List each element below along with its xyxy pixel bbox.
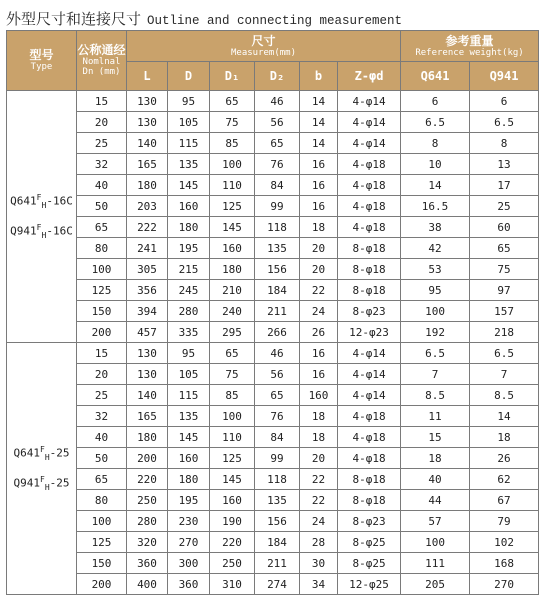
model-tail: -16C <box>46 224 73 238</box>
cell-D2: 184 <box>255 532 300 553</box>
col-header-D: D <box>168 62 210 91</box>
model-cell <box>7 343 77 595</box>
dn-header-en2: Dn (mm) <box>82 67 121 77</box>
cell-L: 165 <box>127 154 168 175</box>
cell-dn: 40 <box>77 175 127 196</box>
cell-D1: 240 <box>210 301 255 322</box>
cell-b: 22 <box>300 469 338 490</box>
cell-b: 16 <box>300 343 338 364</box>
header-row-1 <box>7 31 539 62</box>
cell-D1: 65 <box>210 343 255 364</box>
cell-q641: 6.5 <box>401 343 470 364</box>
cell-D: 245 <box>168 280 210 301</box>
cell-q641: 11 <box>401 406 470 427</box>
cell-dn: 25 <box>77 133 127 154</box>
table-row <box>7 427 539 448</box>
cell-D2: 56 <box>255 112 300 133</box>
cell-b: 18 <box>300 217 338 238</box>
cell-q941: 270 <box>470 574 539 595</box>
cell-q641: 111 <box>401 553 470 574</box>
cell-dn: 80 <box>77 490 127 511</box>
col-header-L: L <box>127 62 168 91</box>
cell-dn: 100 <box>77 511 127 532</box>
cell-D2: 76 <box>255 406 300 427</box>
cell-D2: 84 <box>255 175 300 196</box>
cell-D2: 266 <box>255 322 300 343</box>
cell-b: 14 <box>300 112 338 133</box>
dn-header-en1: Nomlnal <box>82 57 121 67</box>
cell-b: 16 <box>300 364 338 385</box>
cell-D: 160 <box>168 448 210 469</box>
cell-L: 130 <box>127 364 168 385</box>
cell-dn: 50 <box>77 196 127 217</box>
cell-D1: 85 <box>210 133 255 154</box>
cell-D2: 84 <box>255 427 300 448</box>
cell-D: 135 <box>168 154 210 175</box>
cell-D2: 211 <box>255 301 300 322</box>
table-row <box>7 490 539 511</box>
model-base: Q641 <box>10 194 37 208</box>
cell-zd: 8-φ18 <box>338 490 401 511</box>
cell-b: 22 <box>300 280 338 301</box>
table-row <box>7 196 539 217</box>
cell-D: 195 <box>168 238 210 259</box>
cell-zd: 4-φ14 <box>338 112 401 133</box>
cell-D: 160 <box>168 196 210 217</box>
title-cn: 外型尺寸和连接尺寸 <box>6 10 142 28</box>
model-base: Q941 <box>10 224 37 238</box>
cell-D: 300 <box>168 553 210 574</box>
cell-dn: 40 <box>77 427 127 448</box>
cell-dn: 50 <box>77 448 127 469</box>
cell-L: 222 <box>127 217 168 238</box>
cell-D1: 75 <box>210 364 255 385</box>
cell-zd: 4-φ18 <box>338 217 401 238</box>
model-tail: -16C <box>46 194 73 208</box>
cell-dn: 25 <box>77 385 127 406</box>
cell-D: 115 <box>168 133 210 154</box>
cell-D1: 220 <box>210 532 255 553</box>
cell-q941: 6.5 <box>470 112 539 133</box>
cell-q941: 97 <box>470 280 539 301</box>
cell-L: 250 <box>127 490 168 511</box>
cell-b: 28 <box>300 532 338 553</box>
cell-q941: 6.5 <box>470 343 539 364</box>
cell-q641: 95 <box>401 280 470 301</box>
model-sub: H <box>41 230 47 240</box>
cell-q941: 18 <box>470 427 539 448</box>
cell-L: 360 <box>127 553 168 574</box>
cell-q641: 10 <box>401 154 470 175</box>
cell-L: 165 <box>127 406 168 427</box>
cell-zd: 12-φ25 <box>338 574 401 595</box>
cell-q941: 8.5 <box>470 385 539 406</box>
model-sup: F <box>39 444 45 454</box>
cell-D1: 65 <box>210 91 255 112</box>
cell-zd: 4-φ14 <box>338 364 401 385</box>
cell-dn: 15 <box>77 91 127 112</box>
cell-D1: 125 <box>210 196 255 217</box>
cell-b: 16 <box>300 196 338 217</box>
cell-b: 160 <box>300 385 338 406</box>
cell-zd: 4-φ18 <box>338 448 401 469</box>
cell-L: 305 <box>127 259 168 280</box>
cell-dn: 65 <box>77 217 127 238</box>
cell-zd: 12-φ23 <box>338 322 401 343</box>
model-tail: -25 <box>49 446 70 460</box>
cell-q641: 205 <box>401 574 470 595</box>
cell-L: 130 <box>127 343 168 364</box>
cell-q641: 44 <box>401 490 470 511</box>
cell-D1: 210 <box>210 280 255 301</box>
cell-D2: 118 <box>255 217 300 238</box>
cell-dn: 20 <box>77 112 127 133</box>
cell-dn: 32 <box>77 406 127 427</box>
table-row <box>7 133 539 154</box>
table-row <box>7 154 539 175</box>
cell-zd: 4-φ14 <box>338 343 401 364</box>
cell-q641: 16.5 <box>401 196 470 217</box>
cell-dn: 200 <box>77 574 127 595</box>
model-name <box>7 217 76 247</box>
cell-q641: 6.5 <box>401 112 470 133</box>
cell-q941: 102 <box>470 532 539 553</box>
dims-header-cn: 尺寸 <box>251 33 276 48</box>
cell-q941: 26 <box>470 448 539 469</box>
table-row <box>7 469 539 490</box>
cell-D: 280 <box>168 301 210 322</box>
type-header-cn: 型号 <box>29 48 54 62</box>
dn-header <box>77 31 127 91</box>
model-sub: H <box>41 200 47 210</box>
cell-D1: 145 <box>210 217 255 238</box>
cell-q941: 6 <box>470 91 539 112</box>
cell-dn: 200 <box>77 322 127 343</box>
cell-q641: 100 <box>401 532 470 553</box>
table-body <box>7 91 539 595</box>
cell-D: 135 <box>168 406 210 427</box>
cell-L: 400 <box>127 574 168 595</box>
table-row <box>7 364 539 385</box>
model-cell <box>7 91 77 343</box>
cell-q941: 17 <box>470 175 539 196</box>
cell-L: 180 <box>127 427 168 448</box>
table-row <box>7 385 539 406</box>
cell-D2: 56 <box>255 364 300 385</box>
model-base: Q641 <box>13 446 40 460</box>
cell-L: 220 <box>127 469 168 490</box>
cell-q941: 75 <box>470 259 539 280</box>
table-row <box>7 238 539 259</box>
cell-D: 180 <box>168 217 210 238</box>
cell-D: 335 <box>168 322 210 343</box>
cell-dn: 20 <box>77 364 127 385</box>
dims-header <box>127 31 401 62</box>
cell-b: 34 <box>300 574 338 595</box>
cell-zd: 4-φ18 <box>338 406 401 427</box>
cell-D2: 211 <box>255 553 300 574</box>
cell-D1: 85 <box>210 385 255 406</box>
cell-b: 14 <box>300 133 338 154</box>
table-row <box>7 511 539 532</box>
table-row <box>7 406 539 427</box>
cell-b: 16 <box>300 154 338 175</box>
cell-q641: 57 <box>401 511 470 532</box>
model-sub: H <box>44 452 50 462</box>
table-row <box>7 280 539 301</box>
col-header-D2: D₂ <box>255 62 300 91</box>
cell-L: 241 <box>127 238 168 259</box>
cell-L: 320 <box>127 532 168 553</box>
cell-zd: 4-φ18 <box>338 196 401 217</box>
cell-D1: 295 <box>210 322 255 343</box>
cell-q641: 53 <box>401 259 470 280</box>
cell-D2: 46 <box>255 91 300 112</box>
cell-L: 280 <box>127 511 168 532</box>
cell-D: 270 <box>168 532 210 553</box>
cell-L: 203 <box>127 196 168 217</box>
cell-q941: 218 <box>470 322 539 343</box>
cell-L: 457 <box>127 322 168 343</box>
cell-D1: 75 <box>210 112 255 133</box>
cell-D1: 100 <box>210 406 255 427</box>
cell-q641: 42 <box>401 238 470 259</box>
cell-zd: 8-φ23 <box>338 301 401 322</box>
cell-D1: 180 <box>210 259 255 280</box>
col-header-b: b <box>300 62 338 91</box>
cell-zd: 4-φ18 <box>338 154 401 175</box>
cell-D: 105 <box>168 112 210 133</box>
cell-q641: 100 <box>401 301 470 322</box>
cell-D2: 274 <box>255 574 300 595</box>
table-row <box>7 91 539 112</box>
model-sup: F <box>36 192 42 202</box>
type-header <box>7 31 77 91</box>
cell-dn: 15 <box>77 343 127 364</box>
cell-dn: 100 <box>77 259 127 280</box>
table-row <box>7 217 539 238</box>
cell-q941: 13 <box>470 154 539 175</box>
cell-D2: 65 <box>255 133 300 154</box>
col-header-D1: D₁ <box>210 62 255 91</box>
cell-D2: 184 <box>255 280 300 301</box>
cell-L: 356 <box>127 280 168 301</box>
cell-D2: 156 <box>255 511 300 532</box>
cell-q941: 168 <box>470 553 539 574</box>
cell-q941: 8 <box>470 133 539 154</box>
weight-header-en: Reference weight(kg) <box>415 47 524 58</box>
cell-D: 145 <box>168 427 210 448</box>
cell-D: 95 <box>168 91 210 112</box>
cell-q641: 8.5 <box>401 385 470 406</box>
cell-zd: 4-φ14 <box>338 385 401 406</box>
cell-b: 20 <box>300 448 338 469</box>
cell-b: 20 <box>300 259 338 280</box>
cell-zd: 8-φ18 <box>338 238 401 259</box>
cell-L: 394 <box>127 301 168 322</box>
cell-b: 30 <box>300 553 338 574</box>
cell-D: 230 <box>168 511 210 532</box>
cell-zd: 8-φ18 <box>338 280 401 301</box>
table-row <box>7 259 539 280</box>
cell-D2: 99 <box>255 448 300 469</box>
cell-zd: 4-φ18 <box>338 175 401 196</box>
cell-L: 130 <box>127 112 168 133</box>
cell-D1: 145 <box>210 469 255 490</box>
table-row <box>7 532 539 553</box>
cell-q641: 18 <box>401 448 470 469</box>
model-tail: -25 <box>49 476 70 490</box>
cell-b: 14 <box>300 91 338 112</box>
cell-D: 145 <box>168 175 210 196</box>
cell-D2: 135 <box>255 238 300 259</box>
model-name <box>7 469 76 499</box>
table-row <box>7 553 539 574</box>
model-base: Q941 <box>13 476 40 490</box>
cell-dn: 125 <box>77 532 127 553</box>
title-en: Outline and connecting measurement <box>147 14 403 28</box>
cell-b: 22 <box>300 490 338 511</box>
cell-D1: 310 <box>210 574 255 595</box>
cell-D1: 160 <box>210 238 255 259</box>
cell-q941: 65 <box>470 238 539 259</box>
cell-b: 26 <box>300 322 338 343</box>
weight-header <box>401 31 539 62</box>
table-row <box>7 322 539 343</box>
cell-dn: 150 <box>77 553 127 574</box>
cell-L: 140 <box>127 385 168 406</box>
model-sup: F <box>39 474 45 484</box>
cell-q941: 7 <box>470 364 539 385</box>
cell-D1: 160 <box>210 490 255 511</box>
table-row <box>7 112 539 133</box>
table-row <box>7 574 539 595</box>
cell-D1: 190 <box>210 511 255 532</box>
cell-b: 18 <box>300 406 338 427</box>
cell-q641: 8 <box>401 133 470 154</box>
cell-D1: 110 <box>210 175 255 196</box>
cell-zd: 4-φ14 <box>338 91 401 112</box>
table-row <box>7 343 539 364</box>
cell-q941: 79 <box>470 511 539 532</box>
cell-q641: 15 <box>401 427 470 448</box>
weight-header-cn: 参考重量 <box>445 33 494 48</box>
cell-D2: 135 <box>255 490 300 511</box>
col-header-q941: Q941 <box>470 62 539 91</box>
cell-D2: 65 <box>255 385 300 406</box>
table-row <box>7 448 539 469</box>
cell-L: 200 <box>127 448 168 469</box>
cell-D: 195 <box>168 490 210 511</box>
col-header-q641: Q641 <box>401 62 470 91</box>
cell-dn: 65 <box>77 469 127 490</box>
cell-dn: 150 <box>77 301 127 322</box>
cell-zd: 8-φ23 <box>338 511 401 532</box>
cell-zd: 8-φ18 <box>338 259 401 280</box>
cell-D: 115 <box>168 385 210 406</box>
type-header-en: Type <box>30 62 53 72</box>
cell-q941: 60 <box>470 217 539 238</box>
model-sup: F <box>36 222 42 232</box>
page-title <box>6 8 402 29</box>
cell-D1: 125 <box>210 448 255 469</box>
cell-D2: 46 <box>255 343 300 364</box>
cell-q941: 14 <box>470 406 539 427</box>
cell-q941: 62 <box>470 469 539 490</box>
cell-b: 24 <box>300 511 338 532</box>
cell-D2: 76 <box>255 154 300 175</box>
cell-q641: 14 <box>401 175 470 196</box>
cell-zd: 4-φ18 <box>338 427 401 448</box>
cell-b: 24 <box>300 301 338 322</box>
cell-q641: 192 <box>401 322 470 343</box>
cell-q941: 157 <box>470 301 539 322</box>
cell-b: 18 <box>300 427 338 448</box>
model-name <box>7 439 76 469</box>
cell-zd: 8-φ18 <box>338 469 401 490</box>
cell-D: 105 <box>168 364 210 385</box>
cell-D: 180 <box>168 469 210 490</box>
cell-q641: 6 <box>401 91 470 112</box>
cell-q641: 40 <box>401 469 470 490</box>
cell-dn: 125 <box>77 280 127 301</box>
cell-q641: 38 <box>401 217 470 238</box>
cell-q641: 7 <box>401 364 470 385</box>
col-header-zd: Z-φd <box>338 62 401 91</box>
cell-D2: 99 <box>255 196 300 217</box>
cell-dn: 32 <box>77 154 127 175</box>
cell-D1: 100 <box>210 154 255 175</box>
model-name <box>7 187 76 217</box>
cell-L: 140 <box>127 133 168 154</box>
cell-b: 16 <box>300 175 338 196</box>
cell-D2: 118 <box>255 469 300 490</box>
cell-L: 180 <box>127 175 168 196</box>
model-sub: H <box>44 482 50 492</box>
cell-L: 130 <box>127 91 168 112</box>
cell-D2: 156 <box>255 259 300 280</box>
measurement-table <box>6 30 539 595</box>
cell-zd: 8-φ25 <box>338 532 401 553</box>
cell-D1: 110 <box>210 427 255 448</box>
dims-header-en: Measurem(mm) <box>231 47 297 58</box>
cell-D: 360 <box>168 574 210 595</box>
cell-b: 20 <box>300 238 338 259</box>
cell-q941: 25 <box>470 196 539 217</box>
cell-D1: 250 <box>210 553 255 574</box>
cell-zd: 8-φ25 <box>338 553 401 574</box>
table-row <box>7 301 539 322</box>
cell-dn: 80 <box>77 238 127 259</box>
cell-D: 215 <box>168 259 210 280</box>
cell-D: 95 <box>168 343 210 364</box>
cell-q941: 67 <box>470 490 539 511</box>
table-row <box>7 175 539 196</box>
cell-zd: 4-φ14 <box>338 133 401 154</box>
dn-header-cn: 公称通经 <box>77 43 126 57</box>
